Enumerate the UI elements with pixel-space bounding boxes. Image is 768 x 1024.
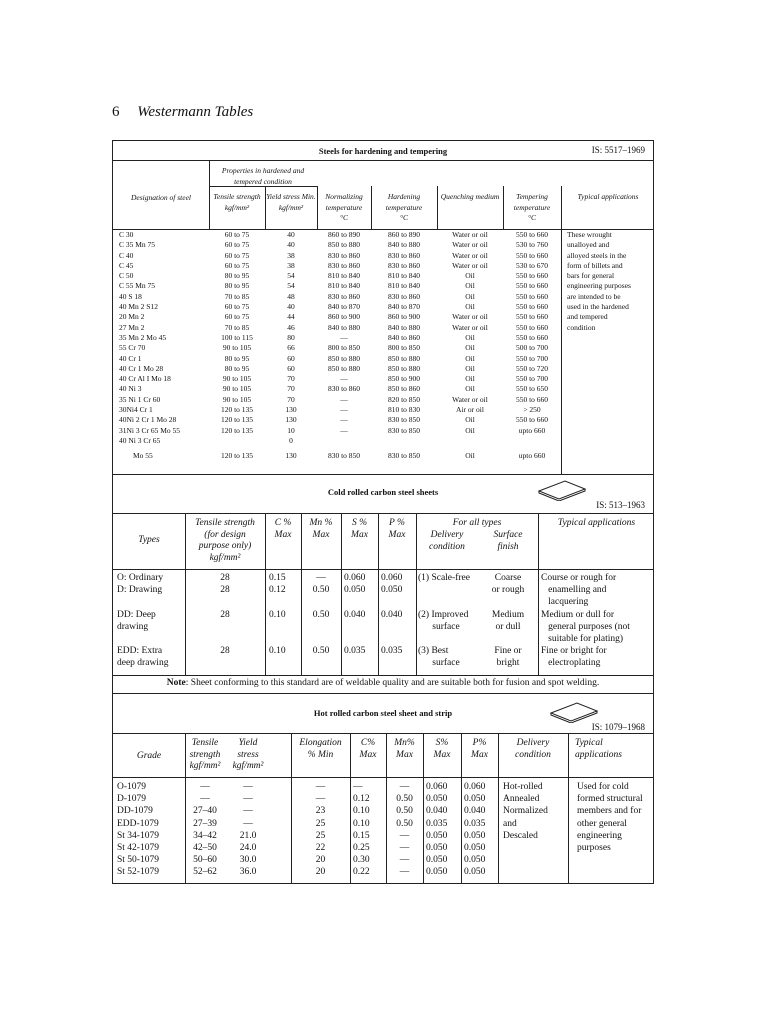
cold-col-all-types: For all types — [452, 518, 502, 528]
cell: 70 — [287, 374, 295, 384]
cell: 830 to 860 — [327, 291, 361, 301]
hot-grade: O-1079 D-1079 DD-1079 EDD-1079 St 34-1079 St 42-1079 St 50-1079 St 52-1079 — [117, 782, 159, 878]
cell: C 45 — [119, 260, 134, 270]
cell: 550 to 660 — [515, 322, 549, 332]
hot-col-c: C% Max — [359, 738, 377, 760]
applications-list — [567, 230, 631, 333]
cell: 840 to 880 — [327, 322, 361, 332]
cell: 550 to 660 — [515, 271, 549, 281]
cell: 120 to 135 — [220, 415, 254, 425]
cold-c: 0.15 0.12 0.10 0.10 — [269, 573, 286, 657]
cell: 800 to 850 — [387, 343, 421, 353]
cell: 850 to 880 — [387, 353, 421, 363]
sheet-icon — [537, 479, 587, 501]
cell: 550 to 650 — [515, 384, 549, 394]
cell: Water or oil — [452, 240, 488, 250]
cell: 54 — [287, 281, 295, 291]
cell: upto 660 — [518, 425, 546, 435]
cell: Oil — [465, 291, 475, 301]
hot-s: 0.060 0.050 0.040 0.035 0.050 0.050 0.050 0.050 — [426, 782, 448, 878]
cold-title: Cold rolled carbon steel sheets — [327, 487, 439, 497]
cell: 830 to 860 — [327, 260, 361, 270]
cell: > 250 — [523, 405, 541, 415]
cell: form of billets and — [567, 260, 623, 270]
col-tensile: Tensile strength kgf/mm² — [213, 192, 261, 212]
hot-col-tensile: Tensile strength kgf/mm² — [189, 738, 221, 771]
cell: 500 to 700 — [515, 343, 549, 353]
cell: 120 to 135 — [220, 425, 254, 435]
hot-col-delivery: Delivery condition — [515, 738, 551, 760]
cell: Water or oil — [452, 230, 488, 239]
cell: C 30 — [119, 230, 134, 239]
tempering-list — [503, 230, 561, 462]
cell: 40 Mn 2 S12 — [119, 302, 158, 312]
cell: 54 — [287, 271, 295, 281]
cell: 27 Mn 2 — [119, 322, 145, 332]
cell: 10 — [287, 425, 295, 435]
cell: 40 — [287, 230, 295, 239]
cell: 850 to 900 — [387, 374, 421, 384]
cell: 530 to 760 — [515, 240, 549, 250]
cell: 830 to 860 — [387, 260, 421, 270]
hot-col-mn: Mn% Max — [394, 738, 415, 760]
cell: 60 to 75 — [224, 302, 250, 312]
cell — [371, 436, 437, 446]
cell: 120 to 135 — [220, 451, 254, 461]
cold-col-c: C % Max — [274, 518, 292, 540]
cell — [209, 436, 265, 446]
cell: 850 to 880 — [327, 353, 361, 363]
cell: Oil — [465, 451, 475, 461]
cold-surface: Coarse or rough Medium or dull Fine or bright — [491, 573, 525, 669]
cell: 550 to 660 — [515, 250, 549, 260]
cell: condition — [567, 322, 596, 332]
cell: 830 to 860 — [387, 250, 421, 260]
cell: Oil — [465, 332, 475, 342]
page-header — [112, 104, 253, 121]
cell: Water or oil — [452, 260, 488, 270]
hot-col-applications: Typical applications — [575, 738, 622, 760]
cell: 530 to 670 — [515, 260, 549, 270]
cell: 550 to 720 — [515, 363, 549, 373]
cell: 830 to 860 — [327, 250, 361, 260]
cell: 550 to 660 — [515, 394, 549, 404]
yield-list — [265, 230, 317, 462]
cell — [437, 436, 503, 446]
cell: 830 to 850 — [387, 425, 421, 435]
cell: C 40 — [119, 250, 134, 260]
col-normalizing: Normalizing temperature °C — [325, 192, 363, 222]
cell: Oil — [465, 353, 475, 363]
cell: — — [340, 415, 348, 425]
cell: 31Ni 3 Cr 65 Mo 55 — [119, 425, 181, 435]
cell: 860 to 900 — [387, 312, 421, 322]
hot-tensile: — — 27–40 27–39 34–42 42–50 50–60 52–62 — [193, 782, 217, 878]
cell: Water or oil — [452, 312, 488, 322]
col-quenching: Quenching medium — [440, 192, 500, 201]
hot-col-elongation: Elongation % Min — [299, 738, 342, 760]
cell: 20 Mn 2 — [119, 312, 145, 322]
cell — [503, 436, 561, 446]
hardening-standard: IS: 5517–1969 — [591, 145, 645, 155]
cell: 850 to 860 — [387, 384, 421, 394]
hot-col-grade: Grade — [136, 751, 162, 761]
cold-types: O: Ordinary D: Drawing DD: Deep drawing EDD: Extra deep drawing — [117, 573, 169, 669]
cell: 830 to 860 — [327, 384, 361, 394]
cold-tensile: 28 28 28 28 — [220, 573, 230, 657]
hot-mn: — 0.50 0.50 0.50 — — — — — [396, 782, 413, 878]
hot-standard: IS: 1079–1968 — [591, 722, 645, 732]
cell: 840 to 870 — [387, 302, 421, 312]
cell: 0 — [289, 435, 293, 445]
cold-mn: — 0.50 0.50 0.50 — [312, 573, 330, 657]
cell: C 55 Mn 75 — [119, 281, 156, 291]
hot-col-s: S% Max — [433, 738, 451, 760]
cold-s: 0.060 0.050 0.040 0.035 — [344, 573, 366, 657]
cell: 30Ni4 Cr 1 — [119, 405, 153, 415]
cell: 66 — [287, 343, 295, 353]
col-tempering: Tempering temperature °C — [513, 192, 551, 222]
cell: C 35 Mn 75 — [119, 240, 156, 250]
cell: Oil — [465, 415, 475, 425]
cell: 130 — [285, 451, 297, 461]
cold-col-applications: Typical applications — [557, 518, 636, 528]
cold-p: 0.060 0.050 0.040 0.035 — [381, 573, 403, 657]
cell: 820 to 850 — [387, 394, 421, 404]
cell: 130 — [285, 405, 297, 415]
cell: 830 to 850 — [387, 451, 421, 461]
cell: 860 to 890 — [387, 230, 421, 239]
page-number: 6 — [112, 104, 120, 120]
cell: — — [340, 405, 348, 415]
col-yield: Yield stress Min. kgf/mm² — [266, 192, 316, 212]
cell: Water or oil — [452, 250, 488, 260]
cell: 40 S 18 — [119, 291, 142, 301]
cell: 70 to 85 — [224, 291, 250, 301]
cell: C 50 — [119, 271, 134, 281]
cold-col-tensile: Tensile strength (for design purpose only) kgf/mm² — [195, 518, 255, 563]
cell: 840 to 860 — [387, 332, 421, 342]
designation-list — [119, 230, 180, 462]
cell: Oil — [465, 281, 475, 291]
cell: 38 — [287, 250, 295, 260]
hot-delivery: Hot-rolled Annealed Normalized and Descaled — [503, 782, 548, 841]
cell: 60 to 75 — [224, 260, 250, 270]
cell: 840 to 880 — [387, 322, 421, 332]
cell: 35 Ni 1 Cr 60 — [119, 394, 161, 404]
cell: 550 to 660 — [515, 230, 549, 239]
hot-title: Hot rolled carbon steel sheet and strip — [313, 708, 453, 718]
cold-col-surface: Surface finish — [493, 530, 523, 552]
hardening-list — [371, 230, 437, 462]
cell: Oil — [465, 425, 475, 435]
cell: are intended to be — [567, 291, 621, 301]
cell: These wrought — [567, 230, 612, 239]
cell: Oil — [465, 384, 475, 394]
cell: 90 to 105 — [222, 384, 252, 394]
cell: 90 to 105 — [222, 343, 252, 353]
quenching-list — [437, 230, 503, 462]
cell: Mo 55 — [133, 451, 153, 461]
cell: 810 to 840 — [387, 271, 421, 281]
cell: 55 Cr 70 — [119, 343, 146, 353]
cell: 40 Cr 1 Mo 28 — [119, 363, 164, 373]
cell: 70 to 85 — [224, 322, 250, 332]
cell: alloyed steels in the — [567, 250, 627, 260]
cell: Oil — [465, 374, 475, 384]
cell: 860 to 890 — [327, 230, 361, 239]
cell: engineering purposes — [567, 281, 631, 291]
cell: 80 to 95 — [224, 271, 250, 281]
cell: 60 to 75 — [224, 312, 250, 322]
normalizing-list — [317, 230, 371, 462]
cell: 60 — [287, 363, 295, 373]
cell: 38 — [287, 260, 295, 270]
cell: 40 Ni 3 Cr 65 — [119, 435, 161, 445]
hot-elongation: — — 23 25 25 22 20 20 — [315, 782, 326, 878]
cell: 840 to 880 — [387, 240, 421, 250]
cold-col-delivery: Delivery condition — [429, 530, 465, 552]
cold-note: Note: Sheet conforming to this standard are of weldable quality and are suitable both for fusion and spot welding. — [166, 678, 600, 688]
cell: Oil — [465, 343, 475, 353]
cell: 550 to 660 — [515, 291, 549, 301]
tables-frame — [112, 140, 654, 884]
cell: 120 to 135 — [220, 405, 254, 415]
cell: Water or oil — [452, 322, 488, 332]
col-hardening: Hardening temperature °C — [385, 192, 423, 222]
cell: Air or oil — [456, 405, 484, 415]
cell: upto 660 — [518, 451, 546, 461]
cell: 550 to 660 — [515, 302, 549, 312]
cell: 60 — [287, 353, 295, 363]
cell: 810 to 840 — [387, 281, 421, 291]
cell: 44 — [287, 312, 295, 322]
cold-col-s: S % Max — [351, 518, 368, 540]
cell: 550 to 660 — [515, 281, 549, 291]
cell: — — [340, 374, 348, 384]
cell: 46 — [287, 322, 295, 332]
cell: 860 to 900 — [327, 312, 361, 322]
cell — [317, 436, 371, 446]
cell: 550 to 700 — [515, 353, 549, 363]
cell: 40 — [287, 302, 295, 312]
cell: 60 to 75 — [224, 230, 250, 239]
cold-col-mn: Mn % Max — [309, 518, 333, 540]
sheet-icon-2 — [549, 701, 599, 723]
cell: 40 Cr Al I Mo 18 — [119, 374, 171, 384]
cell: 90 to 105 — [222, 374, 252, 384]
col-applications: Typical applications — [577, 192, 639, 201]
cell: Oil — [465, 271, 475, 281]
hardening-title: Steels for hardening and tempering — [318, 146, 448, 156]
cell: 80 to 95 — [224, 281, 250, 291]
cell: 80 — [287, 332, 295, 342]
cell: 810 to 840 — [327, 271, 361, 281]
hot-col-yield: Yield stress kgf/mm² — [232, 738, 264, 771]
hot-col-p: P% Max — [471, 738, 488, 760]
cell: 810 to 830 — [387, 405, 421, 415]
cell: 850 to 880 — [327, 240, 361, 250]
cell: 550 to 660 — [515, 332, 549, 342]
cell: 810 to 840 — [327, 281, 361, 291]
cell: 850 to 880 — [327, 363, 361, 373]
cell: 130 — [285, 415, 297, 425]
cell: — — [340, 332, 348, 342]
cold-col-p: P % Max — [388, 518, 406, 540]
cell: 40 Cr 1 — [119, 353, 142, 363]
hot-c: — 0.12 0.10 0.10 0.15 0.25 0.30 0.22 — [353, 782, 370, 878]
cold-delivery: (1) Scale-free (2) Improved surface (3) Best surface — [418, 573, 470, 669]
cell: used in the hardened — [567, 302, 629, 312]
cold-applications: Course or rough for enamelling and lacquering Medium or dull for general purposes (not suitable for plating) Fine or bright for electroplating — [541, 573, 630, 669]
cell: 80 to 95 — [224, 363, 250, 373]
cell: 60 to 75 — [224, 250, 250, 260]
book-title: Westermann Tables — [137, 104, 254, 120]
cell: 830 to 860 — [387, 291, 421, 301]
hot-p: 0.060 0.050 0.040 0.035 0.050 0.050 0.050 0.050 — [464, 782, 486, 878]
cell: 850 to 880 — [387, 363, 421, 373]
col-designation: Designation of steel — [131, 193, 191, 202]
cell: Oil — [465, 363, 475, 373]
cell: 70 — [287, 394, 295, 404]
cell: Water or oil — [452, 394, 488, 404]
hot-applications: Used for cold formed structural members and for other general engineering purposes — [577, 782, 643, 854]
cell: Oil — [465, 302, 475, 312]
group-header: Properties in hardened and tempered condition — [221, 166, 305, 186]
hot-yield: — — — — 21.0 24.0 30.0 36.0 — [239, 782, 257, 878]
cell: 100 to 115 — [221, 332, 253, 342]
cell: 35 Mn 2 Mo 45 — [119, 332, 167, 342]
cell: 90 to 105 — [222, 394, 252, 404]
cell: bars for general — [567, 271, 615, 281]
cell: unalloyed and — [567, 240, 610, 250]
cell: 40 — [287, 240, 295, 250]
cell: 550 to 660 — [515, 312, 549, 322]
cell: 550 to 660 — [515, 415, 549, 425]
cell: — — [340, 425, 348, 435]
cell: 40Ni 2 Cr 1 Mo 28 — [119, 415, 177, 425]
cell: 40 Ni 3 — [119, 384, 142, 394]
tensile-list — [209, 230, 265, 462]
cell: 70 — [287, 384, 295, 394]
cell: 48 — [287, 291, 295, 301]
cell: 840 to 870 — [327, 302, 361, 312]
cold-col-types: Types — [138, 535, 160, 545]
cell: 60 to 75 — [224, 240, 250, 250]
cell: — — [340, 394, 348, 404]
cell: 800 to 850 — [327, 343, 361, 353]
cell: 830 to 850 — [327, 451, 361, 461]
cold-standard: IS: 513–1963 — [596, 500, 645, 510]
cell: 830 to 850 — [387, 415, 421, 425]
cell: 550 to 700 — [515, 374, 549, 384]
cell: 80 to 95 — [224, 353, 250, 363]
cell: and tempered — [567, 312, 608, 322]
